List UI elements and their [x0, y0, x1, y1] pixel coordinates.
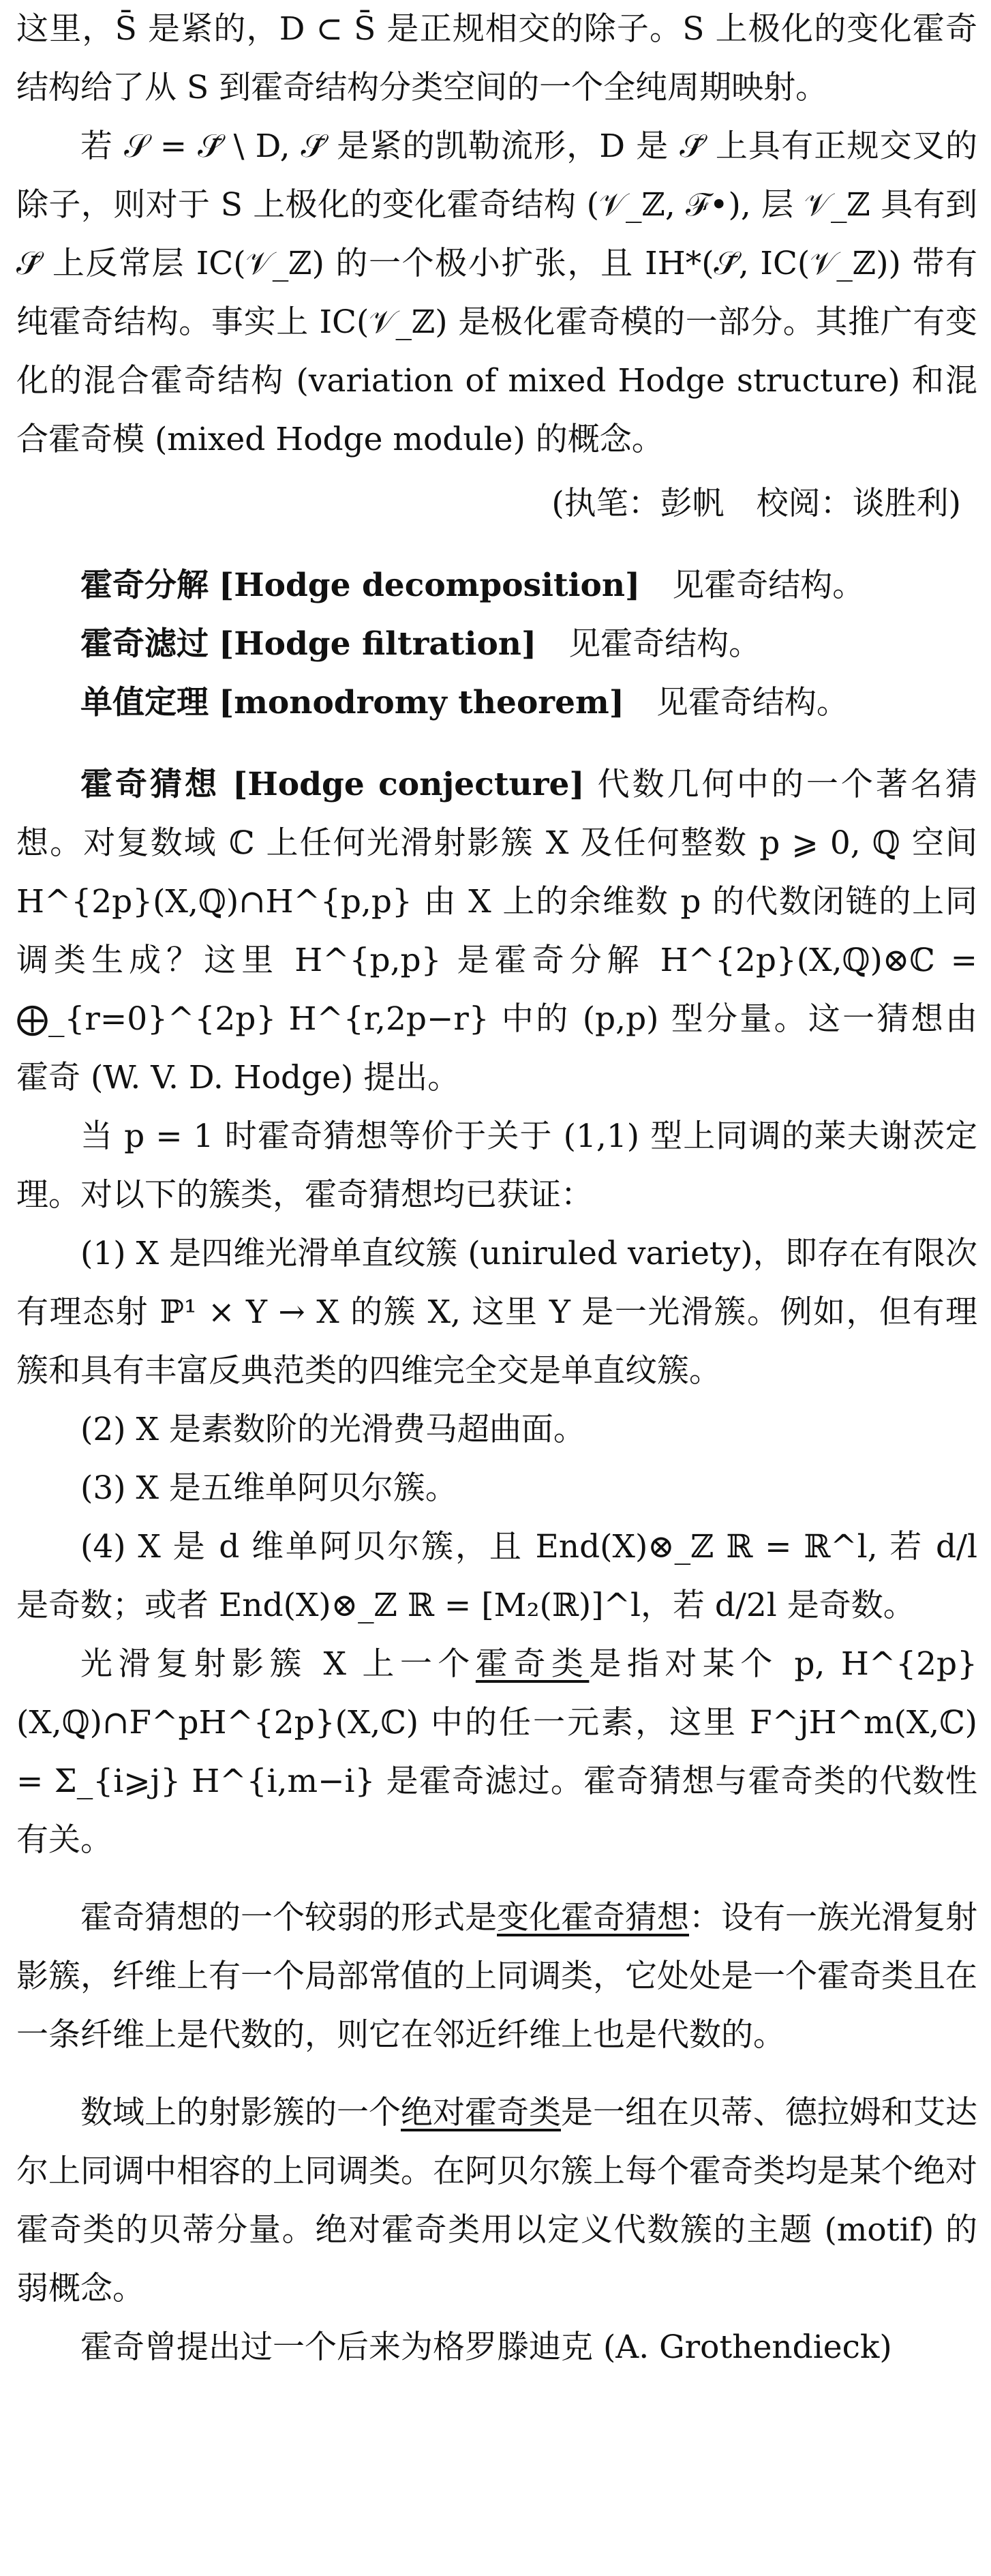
- paragraph-intersection-cohomology: 若 𝒮 = 𝒮̄ \ D, 𝒮̄ 是紧的凯勒流形，D 是 𝒮̄ 上具有正规交叉的除子，则对于 S 上极化的变化霍奇结构 (𝒱_ℤ, ℱ•), 层 𝒱_ℤ 具有到 𝒮̄ 上反常层 IC(𝒱_ℤ) 的一个极小扩张，且 IH*(𝒮̄, IC(𝒱_ℤ)) 带有纯霍奇结构。事实上 IC(𝒱_ℤ) 是极化霍奇模的一部分。其推广有变化的混合霍奇结构 (variation of mixed Hodge structure) 和混合霍奇模 (mixed Hodge module) 的概念。: [16, 128, 977, 458]
- paragraph-absolute-hodge: [16, 2084, 977, 2318]
- author-credit: (执笔：彭帆 校阅：谈胜利): [551, 485, 961, 522]
- paragraph-period-map: 这里，S̄ 是紧的，D ⊂ S̄ 是正规相交的除子。S 上极化的变化霍奇结构给了从 S 到霍奇结构分类空间的一个全纯周期映射。: [16, 10, 977, 106]
- entry-english: [Hodge conjecture]: [232, 766, 585, 803]
- entry-english: [Hodge decomposition]: [218, 567, 641, 604]
- paragraph-variational: [16, 1889, 977, 2065]
- entry-english: [monodromy theorem]: [218, 684, 624, 721]
- entry-see-also: 见霍奇结构。: [656, 684, 849, 721]
- entry-term: 霍奇分解: [80, 567, 209, 604]
- term-absolute-hodge-class: 绝对霍奇类: [401, 2094, 561, 2131]
- text-span: 数域上的射影簇的一个: [80, 2094, 401, 2131]
- entry-english: [Hodge filtration]: [218, 625, 537, 663]
- entry-hodge-conjecture: [16, 755, 977, 1107]
- case-fermat: (2) X 是素数阶的光滑费马超曲面。: [80, 1411, 585, 1448]
- conjecture-statement: 代数几何中的一个著名猜想。对复数域 ℂ 上任何光滑射影簇 X 及任何整数 p ⩾ 0, ℚ 空间 H^{2p}(X,ℚ)∩H^{p,p} 由 X 上的余维数 p 的代数闭链的上同调类生成？这里 H^{p,p} 是霍奇分解 H^{2p}(X,ℚ)⊗ℂ = ⨁_{r=0}^{2p} H^{r,2p−r} 中的 (p,p) 型分量。这一猜想由霍奇 (W. V. D. Hodge) 提出。: [16, 766, 977, 1096]
- text-span: 是指对某个 p, H^{2p}(X,ℚ)∩F^pH^{2p}(X,ℂ) 中的任一元素，这里 F^jH^m(X,ℂ) = Σ_{i⩾j} H^{i,m−i} 是霍奇滤过。霍奇猜想与霍奇类的代数性有关。: [16, 1645, 978, 1859]
- term-hodge-class: 霍奇类: [475, 1645, 590, 1683]
- text-span: 光滑复射影簇 X 上一个: [80, 1645, 476, 1683]
- entry-term: 霍奇滤过: [80, 625, 209, 663]
- case-uniruled: (1) X 是四维光滑单直纹簇 (uniruled variety)，即存在有限次有理态射 ℙ¹ × Y → X 的簇 X, 这里 Y 是一光滑簇。例如，但有理簇和具有丰富反典范类的四维完全交是单直纹簇。: [16, 1235, 977, 1390]
- paragraph-p-equals-one: 当 p = 1 时霍奇猜想等价于关于 (1,1) 型上同调的莱夫谢茨定理。对以下的簇类，霍奇猜想均已获证：: [16, 1118, 977, 1214]
- term-variational-hodge-conjecture: 变化霍奇猜想: [497, 1899, 689, 1936]
- paragraph-hodge-class: [16, 1635, 977, 1870]
- paragraph-grothendieck: 霍奇曾提出过一个后来为格罗滕迪克 (A. Grothendieck): [80, 2328, 892, 2366]
- case-abelian-five: (3) X 是五维单阿贝尔簇。: [80, 1469, 457, 1507]
- entry-see-also: 见霍奇结构。: [672, 567, 865, 604]
- text-span: ：设有一族光滑复射影簇，纤维上有一个局部常值的上同调类，它处处是一个霍奇类且在一条纤维上是代数的，则它在邻近纤维上也是代数的。: [16, 1899, 977, 2054]
- entry-hodge-filtration: [16, 615, 977, 674]
- entry-term: 霍奇猜想: [80, 766, 220, 803]
- entry-hodge-decomposition: [16, 556, 977, 615]
- entry-see-also: 见霍奇结构。: [568, 625, 761, 663]
- case-abelian-d: (4) X 是 d 维单阿贝尔簇，且 End(X)⊗_ℤ ℝ = ℝ^l, 若 d/l 是奇数；或者 End(X)⊗_ℤ ℝ = [M₂(ℝ)]^l，若 d/2l 是奇数。: [16, 1528, 977, 1624]
- entry-monodromy-theorem: [16, 674, 977, 732]
- text-span: 霍奇猜想的一个较弱的形式是: [80, 1899, 497, 1936]
- text-span: 是一组在贝蒂、德拉姆和艾达尔上同调中相容的上同调类。在阿贝尔簇上每个霍奇类均是某个绝对霍奇类的贝蒂分量。绝对霍奇类用以定义代数簇的主题 (motif) 的弱概念。: [16, 2094, 977, 2307]
- entry-term: 单值定理: [80, 684, 209, 721]
